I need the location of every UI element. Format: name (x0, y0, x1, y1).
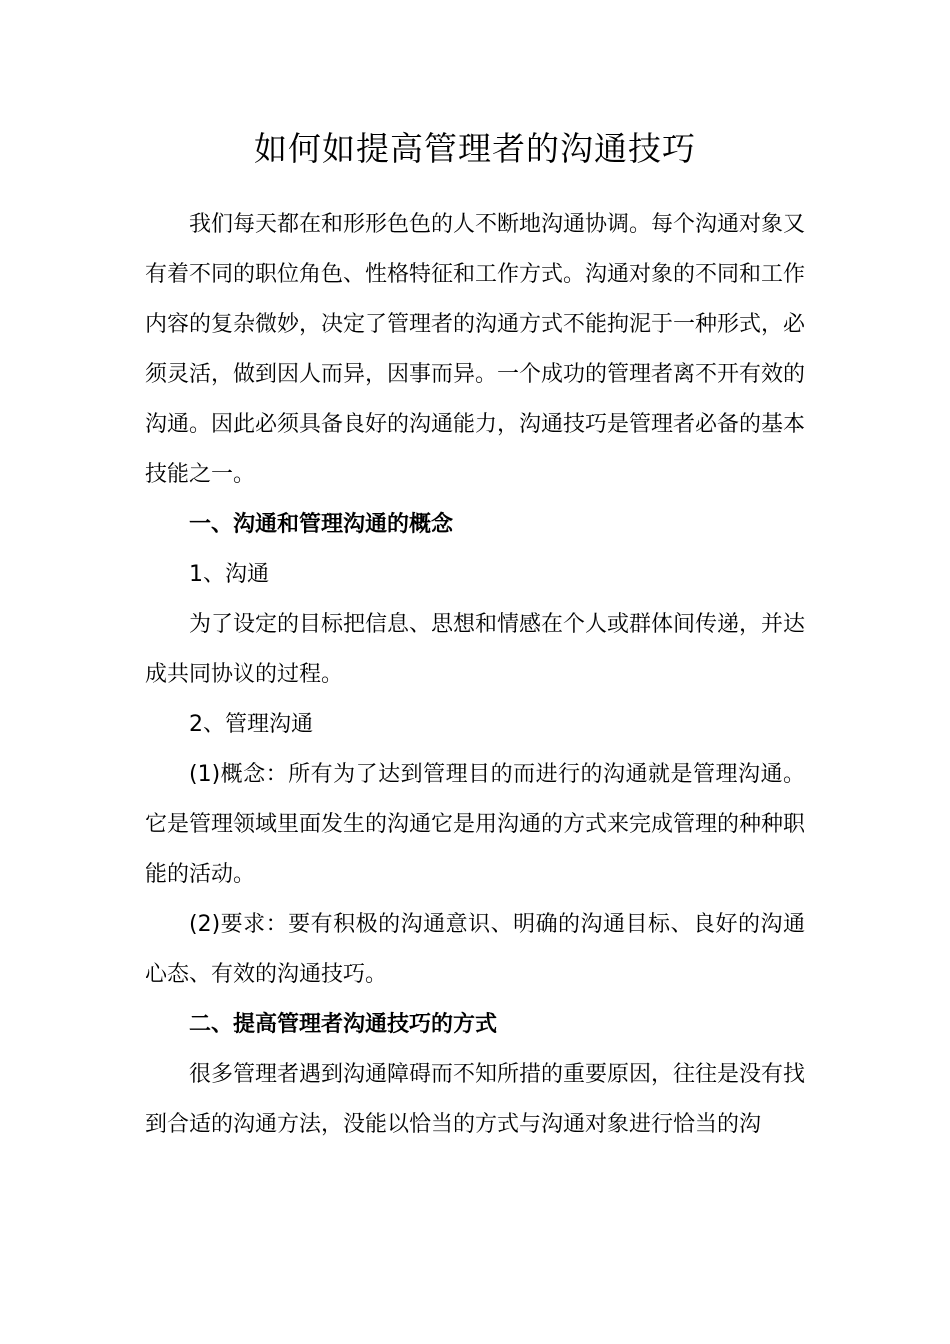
definition-paragraph: 为了设定的目标把信息、思想和情感在个人或群体间传递，并达成共同协议的过程。 (145, 612, 806, 687)
intro-paragraph: 我们每天都在和形形色色的人不断地沟通协调。每个沟通对象又有着不同的职位角色、性格特征和工作方式。沟通对象的不同和工作内容的复杂微妙，决定了管理者的沟通方式不能拘泥于一种形式，必须灵活，做到因人而异，因事而异。一个成功的管理者离不开有效的沟通。因此必须具备良好的沟通能力，沟通技巧是管理者必备的基本技能之一。 (145, 212, 806, 487)
concept-paragraph: (1)概念：所有为了达到管理目的而进行的沟通就是管理沟通。它是管理领域里面发生的沟通它是用沟通的方式来完成管理的种种职能的活动。 (145, 762, 806, 887)
subsection-heading-management-communication: 2、管理沟通 (189, 712, 313, 737)
subsection-heading-communication: 1、沟通 (189, 562, 269, 587)
section-heading-1: 一、沟通和管理沟通的概念 (189, 512, 454, 537)
section-heading-2: 二、提高管理者沟通技巧的方式 (189, 1012, 498, 1037)
requirements-paragraph: (2)要求：要有积极的沟通意识、明确的沟通目标、良好的沟通心态、有效的沟通技巧。 (145, 912, 805, 987)
document-body (145, 200, 805, 1150)
document-title: 如何如提高管理者的沟通技巧 (254, 129, 696, 168)
methods-paragraph: 很多管理者遇到沟通障碍而不知所措的重要原因，往往是没有找到合适的沟通方法，没能以恰当的方式与沟通对象进行恰当的沟 (145, 1062, 806, 1137)
